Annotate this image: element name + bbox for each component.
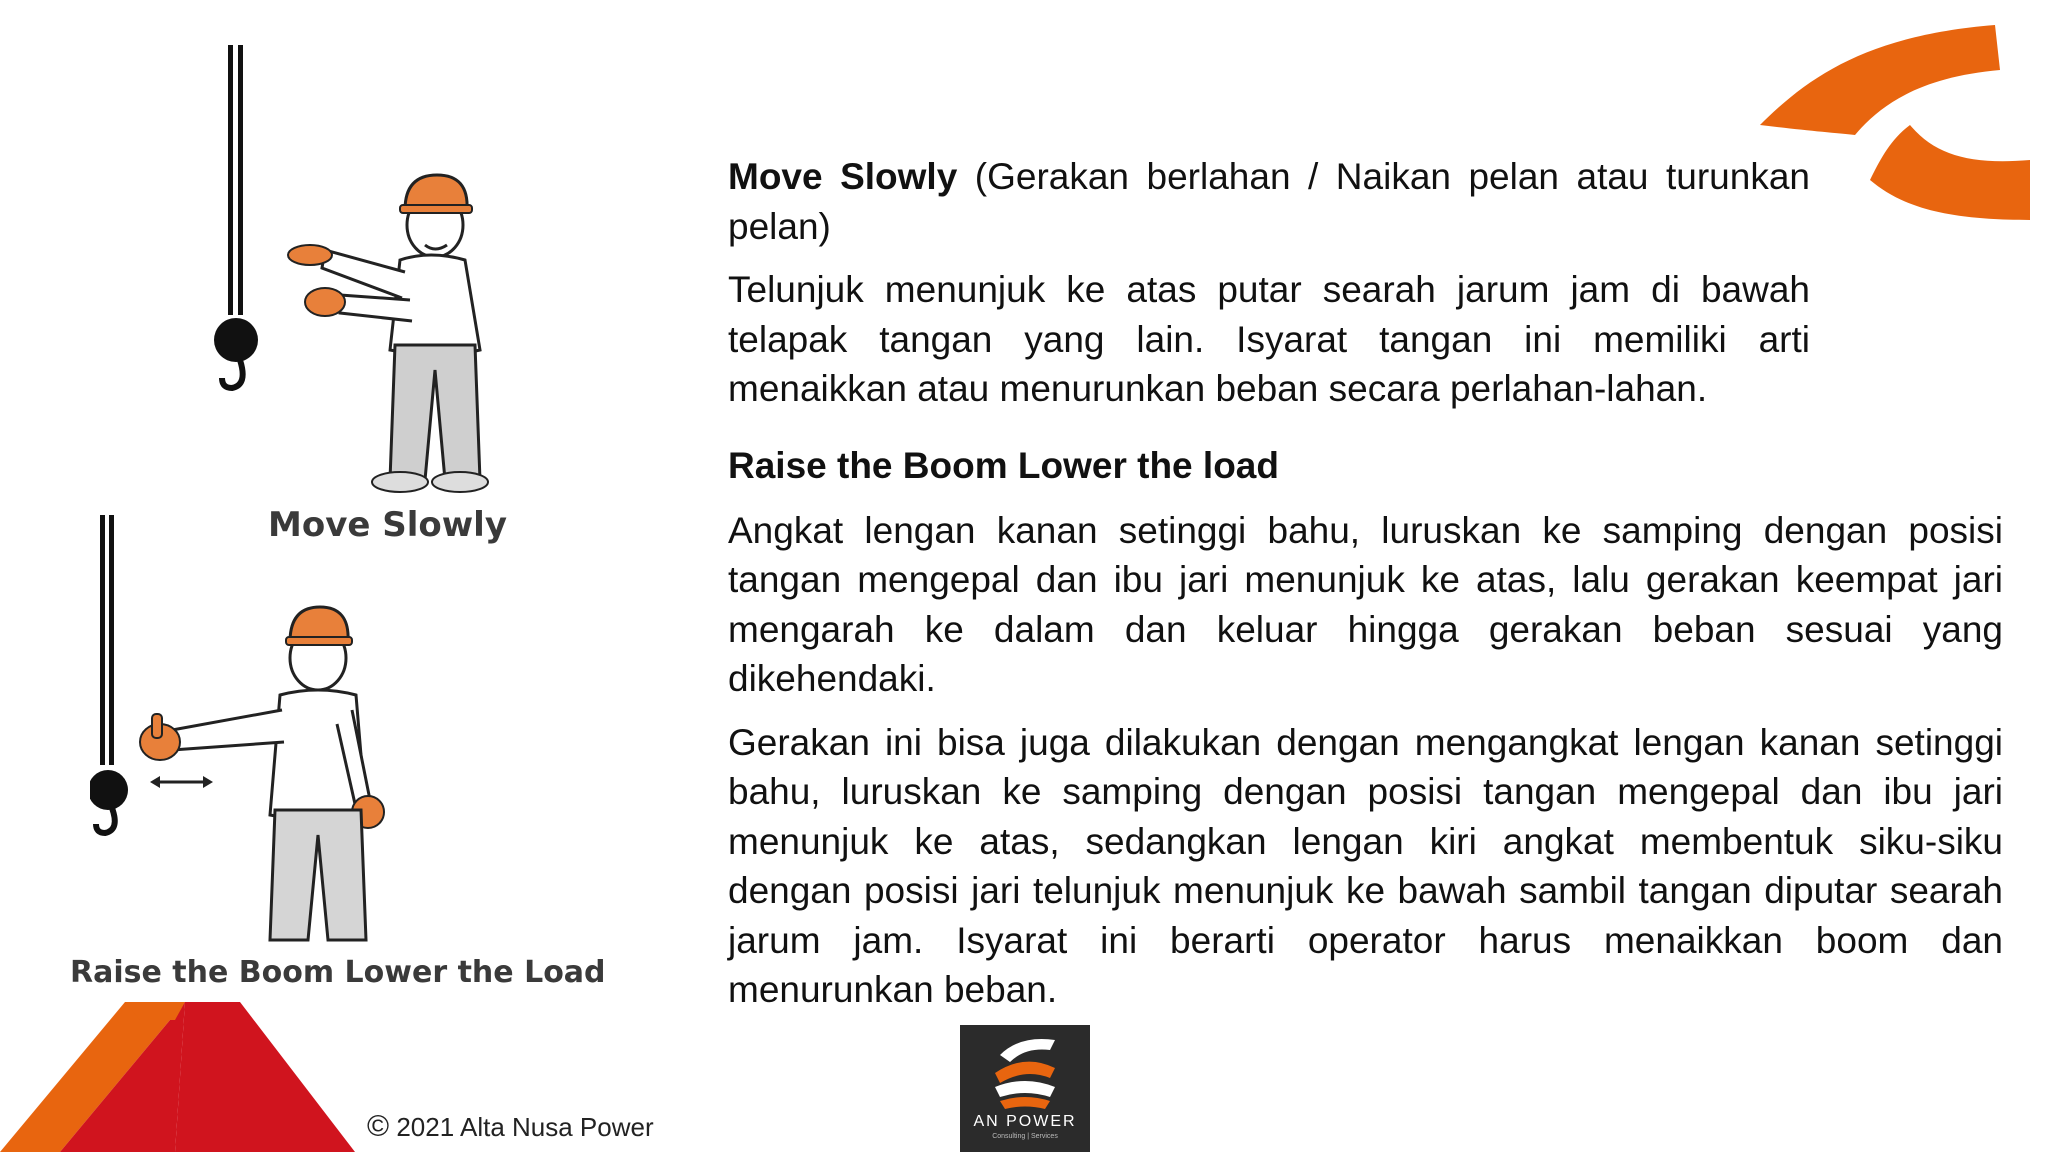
move-slowly-illustration bbox=[200, 40, 530, 500]
an-power-logo bbox=[960, 1025, 1090, 1152]
an-power-logo-mark bbox=[960, 1025, 1090, 1115]
an-power-logo-text: AN POWER bbox=[973, 1113, 1077, 1130]
raise-boom-caption: Raise the Boom Lower the Load bbox=[70, 955, 606, 990]
brand-shape-bottom-left bbox=[0, 1000, 360, 1152]
section1-body: Telunjuk menunjuk ke atas putar searah jarum jam di bawah telapak tangan yang lain. Isyarat tangan ini memiliki arti menaikkan atau menurunkan beban secara perlahan-lahan. bbox=[728, 269, 1810, 409]
an-power-logo-subtext: Consulting | Services bbox=[992, 1133, 1058, 1140]
section1-heading-paragraph bbox=[728, 152, 1810, 251]
section2-title: Raise the Boom Lower the load bbox=[728, 445, 1279, 486]
section2-body1: Angkat lengan kanan setinggi bahu, luruskan ke samping dengan posisi tangan mengepal dan ibu jari menunjuk ke atas, lalu gerakan keempat jari mengarah ke dalam dan keluar hingga gerakan beban sesuai yang dikehendaki. bbox=[728, 509, 2003, 699]
section-move-slowly bbox=[728, 152, 1810, 414]
raise-boom-illustration bbox=[90, 510, 420, 950]
section-raise-boom bbox=[728, 441, 2003, 1015]
move-slowly-caption: Move Slowly bbox=[268, 505, 507, 545]
section1-title: Move Slowly bbox=[728, 156, 958, 197]
section2-body2: Gerakan ini bisa juga dilakukan dengan mengangkat lengan kanan setinggi bahu, luruskan ke samping dengan posisi tangan mengepal dan ibu jari menunjuk ke atas, sedangkan lengan kiri angkat membentuk siku-siku dengan posisi jari telunjuk menunjuk ke bawah sambil tangan diputar searah jarum jam. Isyarat ini berarti operator harus menaikkan boom dan menurunkan beban. bbox=[728, 721, 2003, 1010]
section1-title-suffix: (Gerakan berlahan / Naikan pelan atau turunkan pelan) bbox=[728, 156, 1810, 247]
copyright-symbol: © bbox=[367, 1110, 390, 1143]
copyright-label: 2021 Alta Nusa Power bbox=[396, 1112, 654, 1142]
copyright-text bbox=[367, 1110, 654, 1144]
